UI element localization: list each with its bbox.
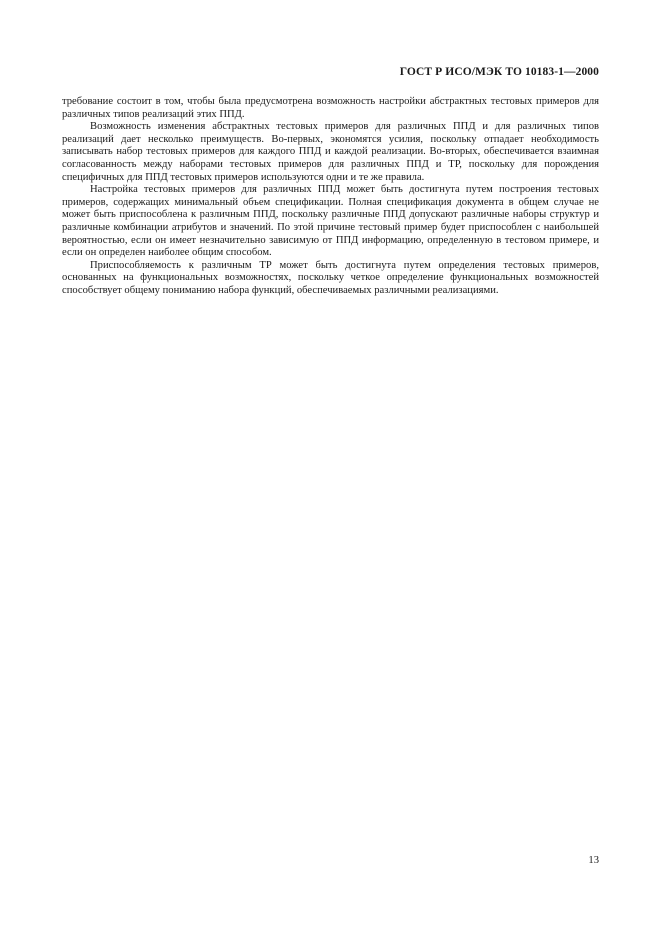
document-body xyxy=(62,96,599,298)
paragraph-continuation: требование состоит в том, чтобы была предусмотрена возможность настройки абстрактных тестовых примеров для различных типов реализаций этих ППД. xyxy=(62,96,599,120)
paragraph-advantages: Возможность изменения абстрактных тестовых примеров для различных ППД и для различных типов реализаций дает несколько преимуществ. Во-первых, экономятся усилия, поскольку отпадает необходимость записывать набор тестовых примеров для каждого ППД и каждой реализации. Во-вторых, обеспечивается взаимная согласованность между наборами тестовых примеров для различных ППД и ТР, поскольку для порождения специфичных для ППД тестовых примеров используются одни и те же правила. xyxy=(62,121,599,183)
page-number: 13 xyxy=(588,855,599,866)
page-header-standard-id: ГОСТ Р ИСО/МЭК ТО 10183-1—2000 xyxy=(399,66,599,78)
paragraph-adaptability: Приспособляемость к различным ТР может быть достигнута путем определения тестовых примеров, основанных на функциональных возможностях, поскольку четкое определение функциональных возможностей способствует общему пониманию набора функций, обеспечиваемых различными реализациями. xyxy=(62,259,599,296)
paragraph-customization: Настройка тестовых примеров для различных ППД может быть достигнута путем построения тестовых примеров, содержащих минимальный объем спецификации. Полная спецификация документа в общем случае не может быть приспособлена к различным ППД, поскольку различные ППД допускают различные наборы структур и различные комбинации атрибутов и значений. По этой причине тестовый пример будет приспособлен с наибольшей вероятностью, если он имеет незначительно зависимую от ППД информацию, определенную в тестовом примере, и если он определен наиболее общим способом. xyxy=(62,184,599,259)
